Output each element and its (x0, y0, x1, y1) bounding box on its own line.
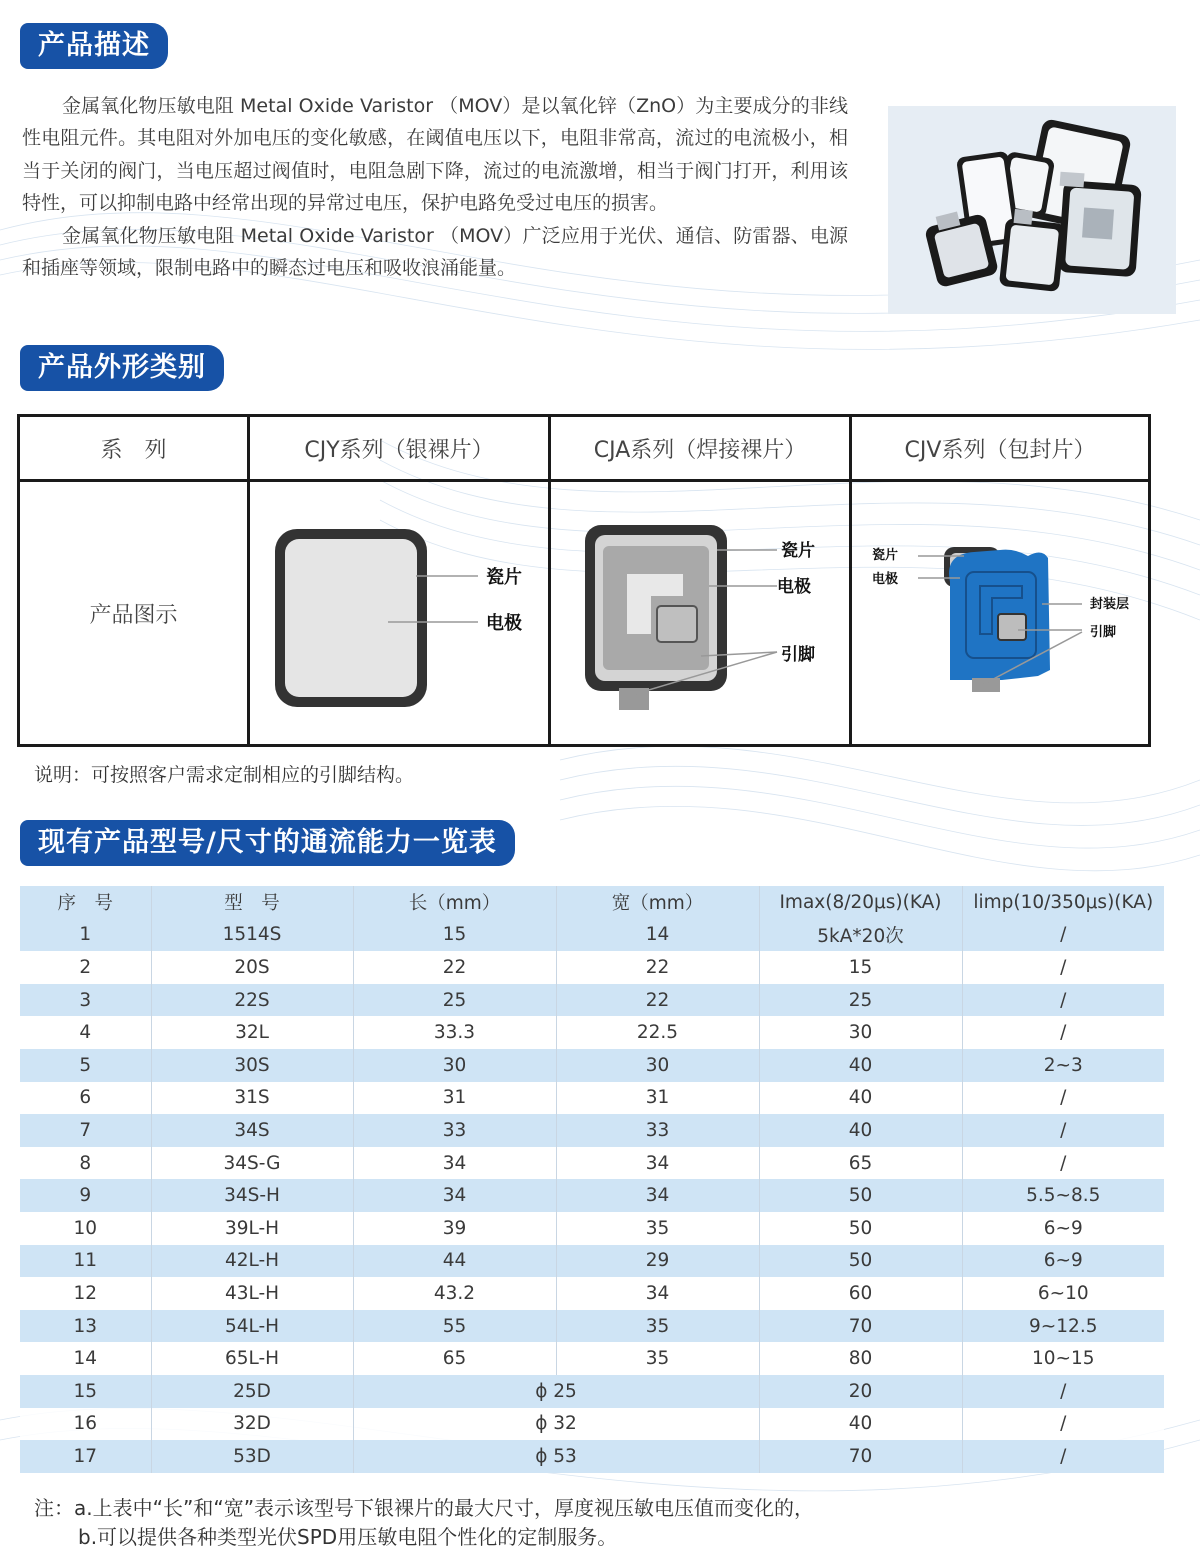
table-cell: 43.2 (353, 1277, 556, 1310)
table-cell: 34S-G (151, 1147, 353, 1180)
table-cell: 40 (759, 1114, 962, 1147)
table-cell: 2 (20, 951, 151, 984)
table-cell: 1514S (151, 919, 353, 952)
table-cell: 20S (151, 951, 353, 984)
table-cell: 5.5~8.5 (1026, 1185, 1101, 1207)
header-model: 型 号 (151, 886, 353, 919)
table-cell: 31 (353, 1082, 556, 1115)
table-cell: 44 (353, 1245, 556, 1278)
table-cell: 22.5 (556, 1016, 759, 1049)
table-row (20, 1179, 1164, 1212)
table-cell: 15 (353, 919, 556, 952)
table-cell: 54L-H (151, 1310, 353, 1343)
table-cell: 16 (20, 1408, 151, 1441)
cja-label-lead: 引脚 (781, 644, 815, 665)
table-row (20, 1277, 1164, 1310)
table-cell: 35 (556, 1310, 759, 1343)
table-cell: 22S (151, 984, 353, 1017)
table-cell: 40 (759, 1408, 962, 1441)
footnote-b: b.可以提供各种类型光伏SPD用压敏电阻个性化的定制服务。 (78, 1525, 618, 1549)
footnotes (34, 1494, 814, 1552)
table-cell: 34 (353, 1179, 556, 1212)
spec-header-row (20, 886, 1164, 919)
table-cell: 33 (353, 1114, 556, 1147)
table-cell: 6~10 (1037, 1282, 1089, 1304)
table-cell: 9 (20, 1179, 151, 1212)
table-cell: 35 (556, 1212, 759, 1245)
header-width: 宽（mm） (556, 886, 759, 919)
footnote-a: 注：a.上表中“长”和“宽”表示该型号下银裸片的最大尺寸，厚度视压敏电压值而变化的， (34, 1496, 815, 1520)
cjy-label-ceramic: 瓷片 (486, 566, 522, 588)
header-limp: limp(10/350μs)(KA) (973, 891, 1154, 913)
table-cell: 1 (20, 919, 151, 952)
table-cell: 65 (353, 1342, 556, 1375)
table-row (20, 1212, 1164, 1245)
section-title-spec: 现有产品型号/尺寸的通流能力一览表 (20, 820, 515, 866)
table-cell: 11 (20, 1245, 151, 1278)
shape-header-series: 系 列 (20, 417, 250, 482)
description-para-2: 金属氧化物压敏电阻 Metal Oxide Varistor （MOV）广泛应用于光伏、通信、防雷器、电源和插座等领域，限制电路中的瞬态过电压和吸收浪涌能量。 (22, 224, 848, 280)
table-cell: 40 (759, 1049, 962, 1082)
table-cell: 10 (20, 1212, 151, 1245)
table-cell: 17 (20, 1440, 151, 1473)
table-cell: 33 (556, 1114, 759, 1147)
table-cell: 53D (151, 1440, 353, 1473)
shape-row-label: 产品图示 (20, 482, 250, 744)
table-row (20, 1016, 1164, 1049)
table-cell: / (1060, 989, 1067, 1011)
table-cell: 29 (556, 1245, 759, 1278)
table-cell: 25 (353, 984, 556, 1017)
table-cell: 25 (759, 984, 962, 1017)
table-cell: 34 (556, 1179, 759, 1212)
shape-table (17, 414, 1151, 747)
table-cell: 6 (20, 1082, 151, 1115)
table-cell: 8 (20, 1147, 151, 1180)
table-cell: 60 (759, 1277, 962, 1310)
table-cell: 50 (759, 1245, 962, 1278)
table-cell: 30 (556, 1049, 759, 1082)
table-cell: 34 (556, 1147, 759, 1180)
table-cell: 35 (556, 1342, 759, 1375)
table-cell: 65 (759, 1147, 962, 1180)
table-cell: 31S (151, 1082, 353, 1115)
table-cell: 7 (20, 1114, 151, 1147)
table-cell: 14 (20, 1342, 151, 1375)
header-length: 长（mm） (353, 886, 556, 919)
table-cell: 25D (151, 1375, 353, 1408)
table-cell: / (1060, 1152, 1067, 1174)
table-row (20, 1049, 1164, 1082)
table-cell: 50 (759, 1212, 962, 1245)
table-cell: 31 (556, 1082, 759, 1115)
table-cell: 30S (151, 1049, 353, 1082)
table-cell: 32D (151, 1408, 353, 1441)
section-title-shape: 产品外形类别 (20, 345, 224, 391)
table-row (20, 1342, 1164, 1375)
cjy-illustration-cell (250, 482, 551, 744)
spec-table (20, 886, 1164, 1473)
section-title-description: 产品描述 (20, 23, 168, 69)
table-cell: 34 (353, 1147, 556, 1180)
table-cell: 6~9 (1043, 1217, 1083, 1239)
cjv-illustration-cell (852, 482, 1148, 744)
table-cell: / (1060, 956, 1067, 978)
table-row (20, 919, 1164, 952)
table-cell: 70 (759, 1440, 962, 1473)
table-cell: / (1060, 1022, 1067, 1044)
table-cell: 22 (353, 951, 556, 984)
table-cell-diameter: ϕ 32 (353, 1408, 759, 1441)
table-row (20, 1310, 1164, 1343)
table-cell: 4 (20, 1016, 151, 1049)
table-cell: 43L-H (151, 1277, 353, 1310)
table-cell: / (1060, 1087, 1067, 1109)
header-index: 序 号 (20, 886, 151, 919)
table-cell: 13 (20, 1310, 151, 1343)
cjv-label-ceramic: 瓷片 (872, 547, 899, 563)
table-row (20, 1082, 1164, 1115)
cjv-label-encapsulation: 封装层 (1090, 596, 1130, 612)
table-cell: 39L-H (151, 1212, 353, 1245)
cja-label-ceramic: 瓷片 (781, 540, 815, 561)
table-row (20, 1440, 1164, 1473)
table-cell: 15 (759, 951, 962, 984)
table-cell-diameter: ϕ 25 (353, 1375, 759, 1408)
table-row (20, 1245, 1164, 1278)
shape-header-cja: CJA系列（焊接裸片） (551, 417, 852, 482)
table-cell: 22 (556, 984, 759, 1017)
header-imax: Imax(8/20μs)(KA) (759, 886, 962, 919)
table-cell: / (1060, 924, 1067, 946)
description-text (22, 90, 848, 284)
table-cell: 33.3 (353, 1016, 556, 1049)
table-cell: 55 (353, 1310, 556, 1343)
table-row (20, 1408, 1164, 1441)
cjv-label-electrode: 电极 (872, 571, 899, 587)
table-cell: 34S (151, 1114, 353, 1147)
table-cell: 5 (20, 1049, 151, 1082)
table-cell: 42L-H (151, 1245, 353, 1278)
table-cell: 15 (20, 1375, 151, 1408)
table-cell: 10~15 (1031, 1348, 1095, 1370)
cjv-label-lead: 引脚 (1090, 624, 1117, 640)
table-cell: 5kA*20次 (759, 919, 962, 952)
table-cell: 14 (556, 919, 759, 952)
table-cell: 9~12.5 (1029, 1315, 1098, 1337)
cja-illustration-cell (551, 482, 852, 744)
description-para-1: 金属氧化物压敏电阻 Metal Oxide Varistor （MOV）是以氧化锌（ZnO）为主要成分的非线性电阻元件。其电阻对外加电压的变化敏感，在阈值电压以下，电阻非常高，流过的电流极小，相当于关闭的阀门，当电压超过阀值时，电阻急剧下降，流过的电流激增，相当于阀门打开，利用该特性，可以抑制电路中经常出现的异常过电压，保护电路免受过电压的损害。 (22, 95, 848, 215)
table-cell: 20 (759, 1375, 962, 1408)
table-row (20, 1147, 1164, 1180)
table-row (20, 1114, 1164, 1147)
cjv-illustration (852, 484, 1148, 743)
cja-label-electrode: 电极 (777, 576, 811, 597)
cja-illustration (551, 484, 849, 743)
table-cell: 80 (759, 1342, 962, 1375)
cjy-label-electrode: 电极 (486, 612, 522, 634)
table-cell: 30 (759, 1016, 962, 1049)
table-row (20, 984, 1164, 1017)
table-row (20, 1375, 1164, 1408)
table-cell: / (1060, 1413, 1067, 1435)
table-cell-diameter: ϕ 53 (353, 1440, 759, 1473)
table-cell: 39 (353, 1212, 556, 1245)
shape-header-cjv: CJV系列（包封片） (852, 417, 1148, 482)
table-cell: / (1060, 1119, 1067, 1141)
cjy-illustration (250, 484, 548, 743)
table-cell: 6~9 (1043, 1250, 1083, 1272)
table-cell: 3 (20, 984, 151, 1017)
table-cell: 12 (20, 1277, 151, 1310)
table-cell: / (1060, 1445, 1067, 1467)
table-cell: 70 (759, 1310, 962, 1343)
shape-note: 说明：可按照客户需求定制相应的引脚结构。 (34, 764, 415, 786)
shape-header-cjy: CJY系列（银裸片） (250, 417, 551, 482)
table-cell: 50 (759, 1179, 962, 1212)
product-photo (888, 106, 1176, 314)
table-cell: 30 (353, 1049, 556, 1082)
table-cell: 40 (759, 1082, 962, 1115)
table-cell: 2~3 (1043, 1054, 1083, 1076)
table-cell: 22 (556, 951, 759, 984)
table-cell: 34S-H (151, 1179, 353, 1212)
table-cell: 65L-H (151, 1342, 353, 1375)
table-cell: 32L (151, 1016, 353, 1049)
table-cell: / (1060, 1380, 1067, 1402)
table-cell: 34 (556, 1277, 759, 1310)
table-row (20, 951, 1164, 984)
